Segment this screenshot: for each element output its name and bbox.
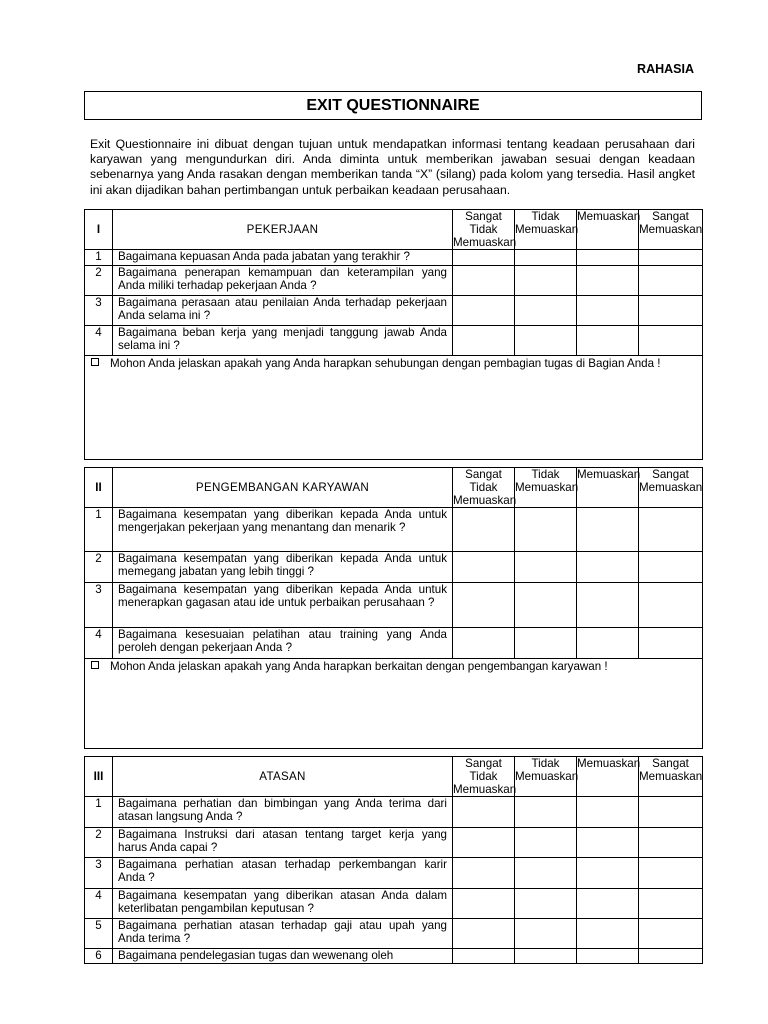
answer-cell[interactable] (453, 266, 515, 296)
question-row (85, 949, 703, 964)
col-header-tidak-memuaskan: Tidak Memuaskan (515, 468, 577, 508)
question-text: Bagaimana beban kerja yang menjadi tanggung jawab Anda selama ini ? (113, 326, 453, 356)
answer-cell[interactable] (515, 949, 577, 964)
question-number: 4 (85, 326, 113, 356)
note-row (85, 356, 703, 460)
question-text: Bagaimana Instruksi dari atasan tentang target kerja yang harus Anda capai ? (113, 828, 453, 858)
answer-cell[interactable] (515, 797, 577, 828)
question-number: 4 (85, 628, 113, 659)
answer-cell[interactable] (515, 828, 577, 858)
answer-cell[interactable] (639, 858, 703, 889)
answer-cell[interactable] (577, 828, 639, 858)
question-number: 1 (85, 797, 113, 828)
answer-cell[interactable] (515, 583, 577, 628)
comment-box[interactable] (85, 659, 703, 749)
section-numeral: I (85, 210, 113, 250)
answer-cell[interactable] (577, 858, 639, 889)
answer-cell[interactable] (639, 508, 703, 552)
col-header-sangat-tidak-memuaskan: Sangat Tidak Memuaskan (453, 468, 517, 507)
note-text: Mohon Anda jelaskan apakah yang Anda harapkan sehubungan dengan pembagian tugas di Bagian Anda ! (110, 357, 661, 370)
section-numeral: II (85, 468, 113, 508)
answer-cell[interactable] (453, 797, 515, 828)
answer-cell[interactable] (577, 266, 639, 296)
question-number: 1 (85, 508, 113, 552)
col-header-sangat-memuaskan: Sangat Memuaskan (639, 210, 703, 250)
answer-cell[interactable] (515, 508, 577, 552)
answer-cell[interactable] (639, 797, 703, 828)
question-number: 5 (85, 919, 113, 949)
answer-cell[interactable] (639, 296, 703, 326)
answer-cell[interactable] (639, 266, 703, 296)
col-header-sangat-tidak-memuaskan: Sangat Tidak Memuaskan (453, 757, 517, 796)
question-text: Bagaimana perhatian atasan terhadap gaji atau upah yang Anda terima ? (113, 919, 453, 949)
answer-cell[interactable] (639, 583, 703, 628)
answer-cell[interactable] (577, 889, 639, 919)
answer-cell[interactable] (577, 326, 639, 356)
question-text: Bagaimana kesesuaian pelatihan atau training yang Anda peroleh dengan pekerjaan Anda ? (113, 628, 453, 659)
question-row (85, 508, 703, 552)
answer-cell[interactable] (577, 919, 639, 949)
note-row (85, 659, 703, 749)
answer-cell[interactable] (515, 250, 577, 266)
comment-box[interactable] (85, 356, 703, 460)
section-title: ATASAN (113, 757, 453, 797)
question-number: 1 (85, 250, 113, 266)
question-row (85, 828, 703, 858)
question-number: 3 (85, 858, 113, 889)
question-row (85, 552, 703, 583)
question-text: Bagaimana perasaan atau penilaian Anda terhadap pekerjaan Anda selama ini ? (113, 296, 453, 326)
section-title: PENGEMBANGAN KARYAWAN (113, 468, 453, 508)
answer-cell[interactable] (453, 296, 515, 326)
answer-cell[interactable] (515, 919, 577, 949)
answer-cell[interactable] (453, 949, 515, 964)
answer-cell[interactable] (577, 949, 639, 964)
answer-cell[interactable] (453, 552, 515, 583)
question-row (85, 858, 703, 889)
answer-cell[interactable] (639, 326, 703, 356)
col-header-sangat-tidak-memuaskan: Sangat Tidak Memuaskan (453, 210, 517, 249)
answer-cell[interactable] (639, 889, 703, 919)
answer-cell[interactable] (639, 250, 703, 266)
question-text: Bagaimana kepuasan Anda pada jabatan yang terakhir ? (113, 250, 453, 266)
answer-cell[interactable] (515, 326, 577, 356)
answer-cell[interactable] (453, 583, 515, 628)
col-header-tidak-memuaskan: Tidak Memuaskan (515, 757, 577, 797)
question-text: Bagaimana penerapan kemampuan dan keterampilan yang Anda miliki terhadap pekerjaan Anda ? (113, 266, 453, 296)
answer-cell[interactable] (639, 552, 703, 583)
answer-cell[interactable] (453, 828, 515, 858)
answer-cell[interactable] (453, 858, 515, 889)
answer-cell[interactable] (453, 250, 515, 266)
answer-cell[interactable] (515, 858, 577, 889)
answer-cell[interactable] (639, 949, 703, 964)
checkbox-bullet-icon (91, 661, 99, 669)
answer-cell[interactable] (515, 889, 577, 919)
col-header-memuaskan: Memuaskan (577, 757, 639, 797)
answer-cell[interactable] (453, 919, 515, 949)
section-table-pekerjaan (84, 209, 703, 460)
question-number: 3 (85, 583, 113, 628)
question-number: 3 (85, 296, 113, 326)
question-text: Bagaimana perhatian atasan terhadap perkembangan karir Anda ? (113, 858, 453, 889)
section-numeral: III (85, 757, 113, 797)
checkbox-bullet-icon (91, 358, 99, 366)
answer-cell[interactable] (577, 797, 639, 828)
question-row (85, 919, 703, 949)
question-text: Bagaimana kesempatan yang diberikan kepada Anda untuk mengerjakan pekerjaan yang menantang dan menarik ? (113, 508, 453, 552)
col-header-memuaskan: Memuaskan (577, 210, 639, 250)
question-number: 4 (85, 889, 113, 919)
answer-cell[interactable] (577, 250, 639, 266)
answer-cell[interactable] (639, 919, 703, 949)
question-row (85, 250, 703, 266)
answer-cell[interactable] (453, 508, 515, 552)
question-text: Bagaimana kesempatan yang diberikan kepada Anda untuk memegang jabatan yang lebih tinggi ? (113, 552, 453, 583)
question-row (85, 266, 703, 296)
question-row (85, 889, 703, 919)
col-header-sangat-memuaskan: Sangat Memuaskan (639, 468, 703, 508)
answer-cell[interactable] (515, 296, 577, 326)
answer-cell[interactable] (453, 326, 515, 356)
question-text: Bagaimana pendelegasian tugas dan wewenang oleh (113, 949, 453, 964)
answer-cell[interactable] (639, 828, 703, 858)
col-header-sangat-memuaskan: Sangat Memuaskan (639, 757, 703, 797)
intro-paragraph: Exit Questionnaire ini dibuat dengan tujuan untuk mendapatkan informasi tentang keadaan perusahaan dari karyawan yang mengundurkan diri. Anda diminta untuk memberikan jawaban sesuai dengan keadaan sebenarnya yang Anda rasakan dengan memberikan tanda “X” (silang) pada kolom yang tersedia. Hasil angket ini akan dijadikan bahan pertimbangan untuk perbaikan keadaan perusahaan. (90, 137, 695, 197)
question-row (85, 583, 703, 628)
answer-cell[interactable] (515, 552, 577, 583)
answer-cell[interactable] (515, 266, 577, 296)
answer-cell[interactable] (639, 628, 703, 659)
question-number: 6 (85, 949, 113, 964)
question-number: 2 (85, 828, 113, 858)
question-number: 2 (85, 266, 113, 296)
document-title: EXIT QUESTIONNAIRE (84, 91, 702, 120)
question-row (85, 628, 703, 659)
answer-cell[interactable] (577, 296, 639, 326)
question-text: Bagaimana kesempatan yang diberikan atasan Anda dalam keterlibatan pengambilan keputusan ? (113, 889, 453, 919)
answer-cell[interactable] (453, 889, 515, 919)
note-text: Mohon Anda jelaskan apakah yang Anda harapkan berkaitan dengan pengembangan karyawan ! (110, 660, 608, 673)
section-title: PEKERJAAN (113, 210, 453, 250)
question-text: Bagaimana perhatian dan bimbingan yang Anda terima dari atasan langsung Anda ? (113, 797, 453, 828)
question-row (85, 797, 703, 828)
section-table-pengembangan-karyawan (84, 467, 703, 749)
col-header-tidak-memuaskan: Tidak Memuaskan (515, 210, 577, 250)
answer-cell[interactable] (515, 628, 577, 659)
confidential-label: RAHASIA (637, 62, 694, 76)
answer-cell[interactable] (577, 552, 639, 583)
answer-cell[interactable] (577, 628, 639, 659)
section-table-atasan (84, 756, 703, 964)
question-row (85, 296, 703, 326)
answer-cell[interactable] (577, 583, 639, 628)
col-header-memuaskan: Memuaskan (577, 468, 639, 508)
answer-cell[interactable] (577, 508, 639, 552)
question-text: Bagaimana kesempatan yang diberikan kepada Anda untuk menerapkan gagasan atau ide untuk perbaikan perusahaan ? (113, 583, 453, 628)
question-row (85, 326, 703, 356)
answer-cell[interactable] (453, 628, 515, 659)
question-number: 2 (85, 552, 113, 583)
